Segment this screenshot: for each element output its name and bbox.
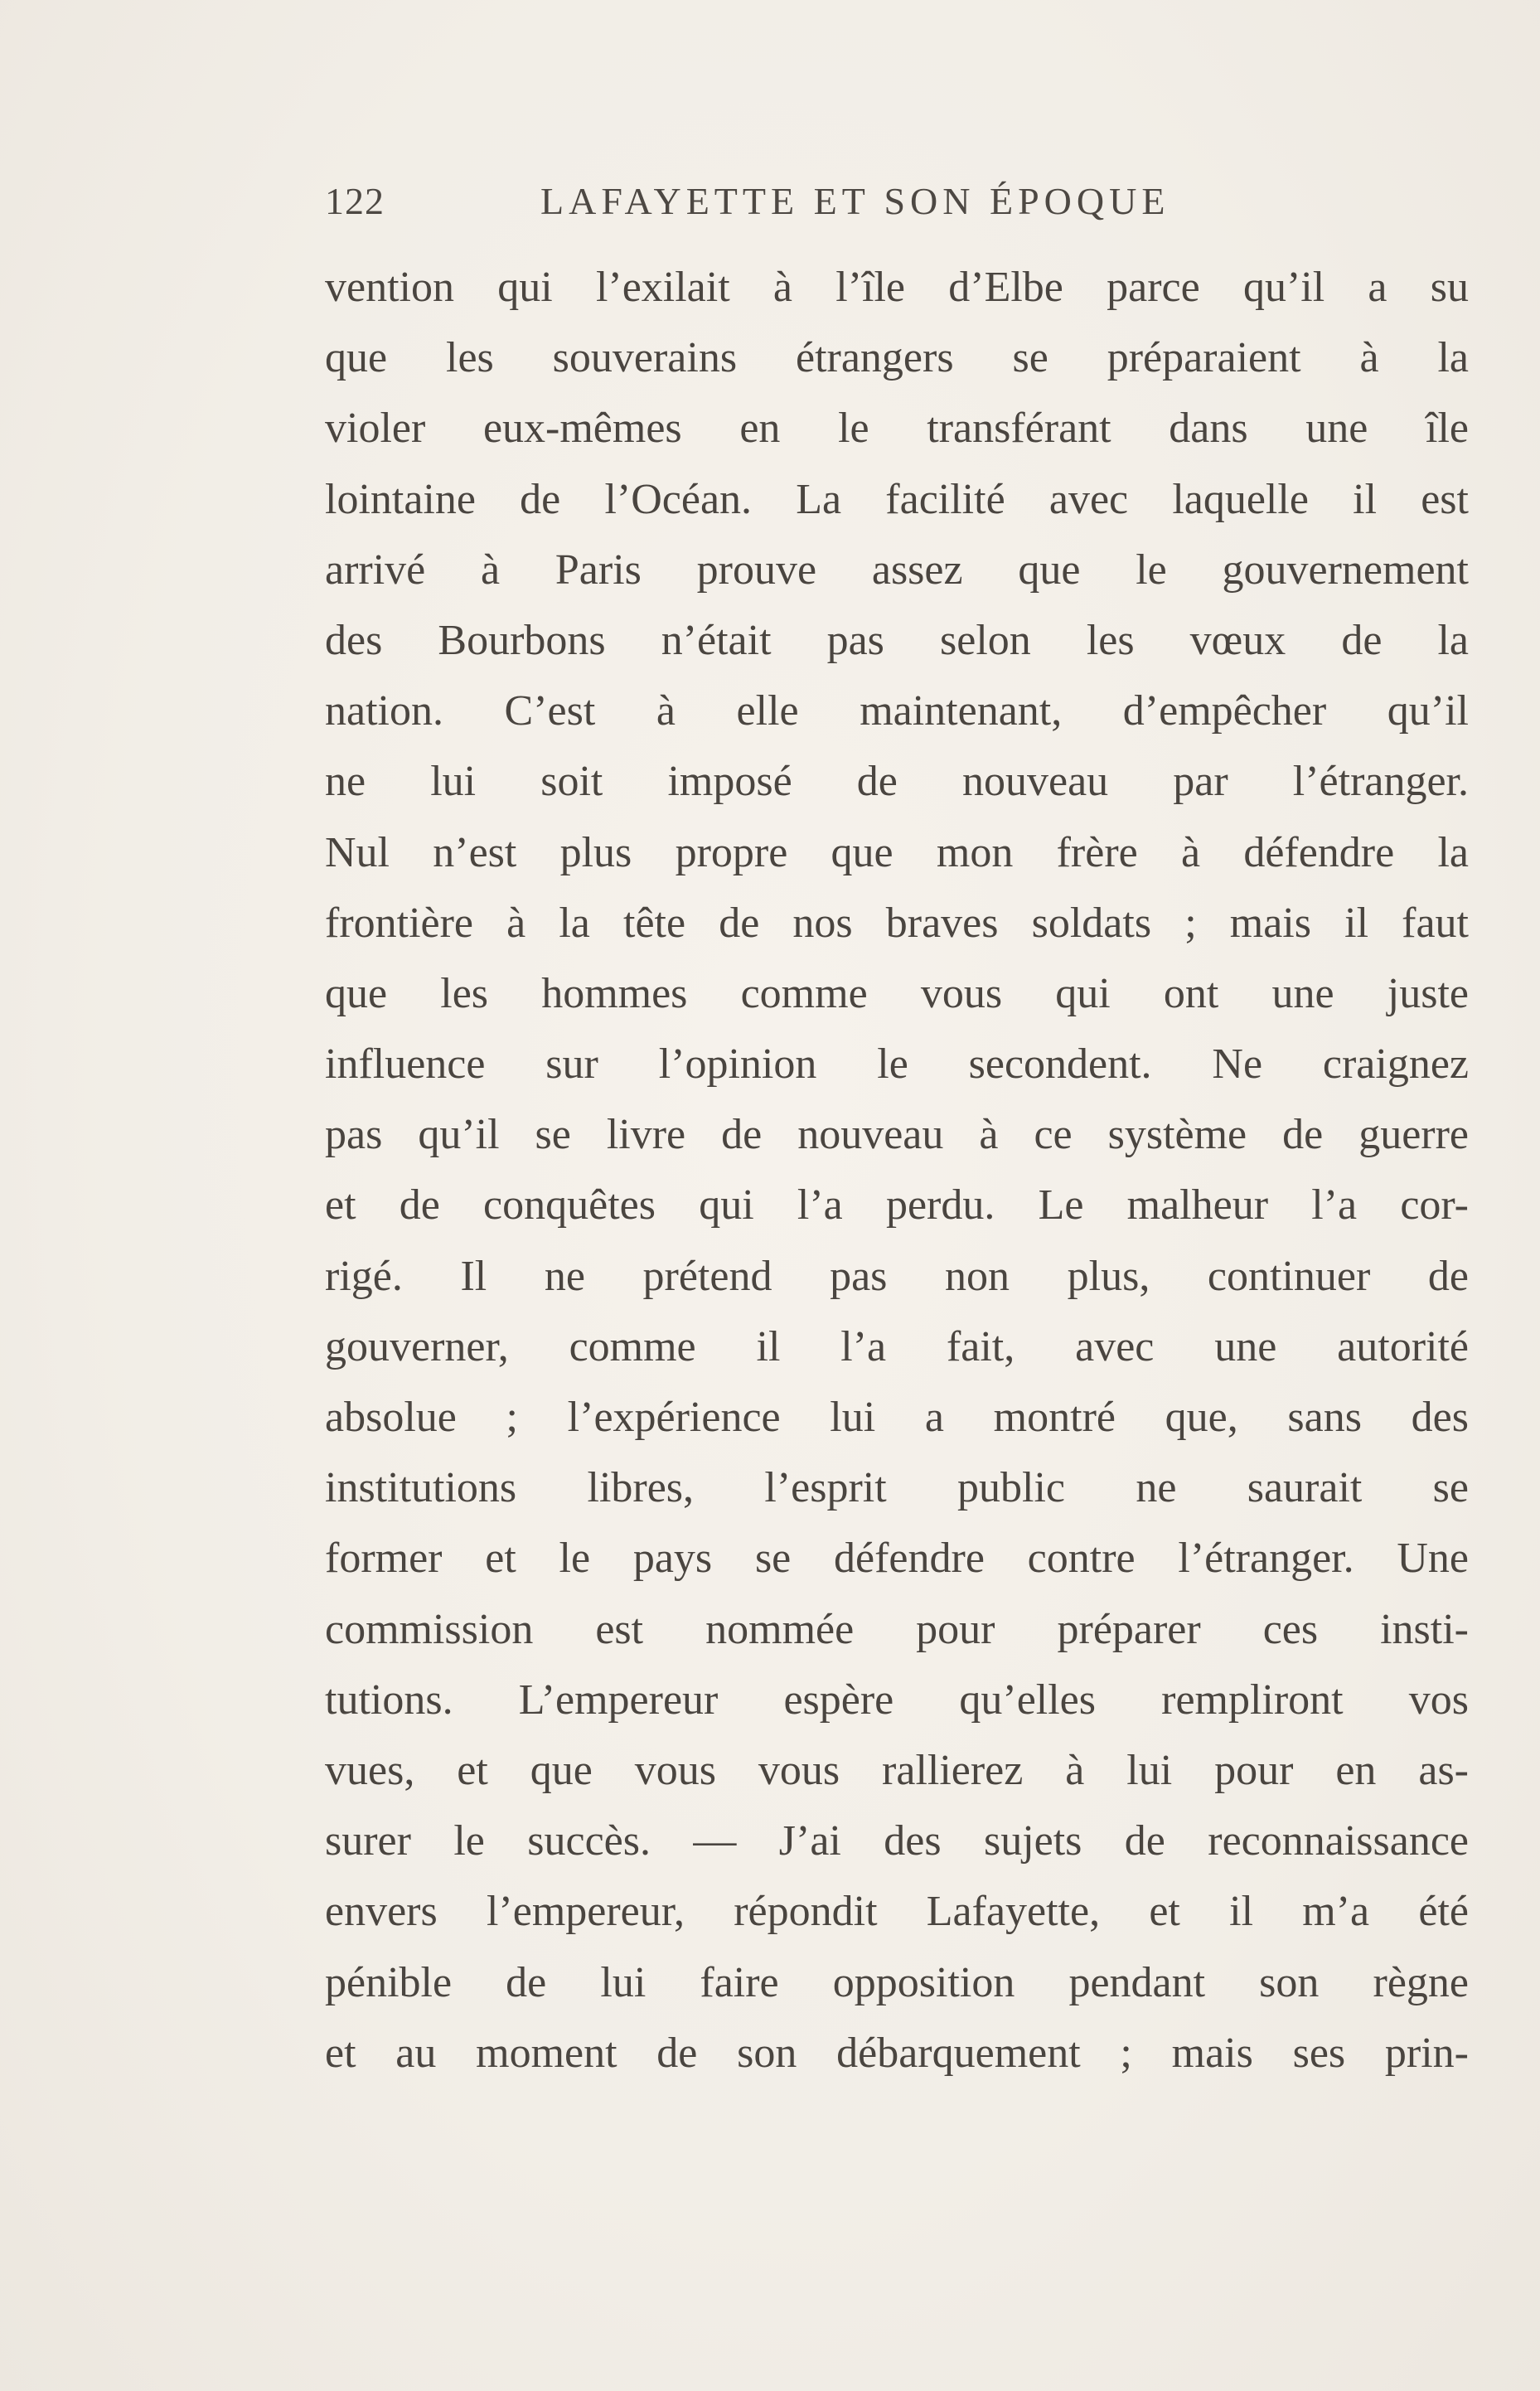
- text-line-21: tutions. L’empereur espère qu’elles rempliront vos: [325, 1676, 1469, 1724]
- text-line-10: frontière à la tête de nos braves soldats ; mais il faut: [325, 899, 1469, 947]
- text-line-22: vues, et que vous vous rallierez à lui pour en as-: [325, 1746, 1469, 1794]
- text-line-16: gouverner, comme il l’a fait, avec une autorité: [325, 1322, 1469, 1370]
- text-line-3: violer eux-mêmes en le transférant dans une île: [325, 405, 1469, 453]
- text-line-9: Nul n’est plus propre que mon frère à défendre la: [325, 828, 1469, 876]
- text-line-20: commission est nommée pour préparer ces insti-: [325, 1605, 1469, 1653]
- text-line-1: vention qui l’exilait à l’île d’Elbe parce qu’il a su: [325, 264, 1469, 311]
- text-line-8: ne lui soit imposé de nouveau par l’étranger.: [325, 758, 1469, 806]
- text-line-14: et de conquêtes qui l’a perdu. Le malheur l’a cor-: [325, 1181, 1469, 1229]
- text-line-24: envers l’empereur, répondit Lafayette, et il m’a été: [325, 1888, 1469, 1936]
- page-header: [325, 179, 1248, 237]
- text-line-5: arrivé à Paris prouve assez que le gouvernement: [325, 546, 1469, 594]
- running-title: LAFAYETTE ET SON ÉPOQUE: [540, 180, 1170, 222]
- text-line-15: rigé. Il ne prétend pas non plus, continuer de: [325, 1252, 1469, 1300]
- page-number: 122: [325, 180, 385, 222]
- text-line-13: pas qu’il se livre de nouveau à ce système de guerre: [325, 1111, 1469, 1159]
- text-line-26: et au moment de son débarquement ; mais ses prin-: [325, 2029, 1469, 2077]
- text-line-2: que les souverains étrangers se préparaient à la: [325, 334, 1469, 382]
- text-line-12: influence sur l’opinion le secondent. Ne craignez: [325, 1040, 1469, 1089]
- text-line-17: absolue ; l’expérience lui a montré que, sans des: [325, 1394, 1469, 1441]
- text-line-25: pénible de lui faire opposition pendant son règne: [325, 1958, 1469, 2006]
- text-line-11: que les hommes comme vous qui ont une juste: [325, 969, 1469, 1017]
- text-line-7: nation. C’est à elle maintenant, d’empêcher qu’il: [325, 687, 1469, 735]
- text-line-23: surer le succès. — J’ai des sujets de reconnaissance: [325, 1817, 1469, 1865]
- text-line-6: des Bourbons n’était pas selon les vœux de la: [325, 616, 1469, 664]
- body-text: [325, 252, 1469, 2088]
- text-line-19: former et le pays se défendre contre l’étranger. Une: [325, 1535, 1469, 1583]
- text-line-4: lointaine de l’Océan. La facilité avec laquelle il est: [325, 475, 1469, 523]
- text-line-18: institutions libres, l’esprit public ne saurait se: [325, 1464, 1469, 1512]
